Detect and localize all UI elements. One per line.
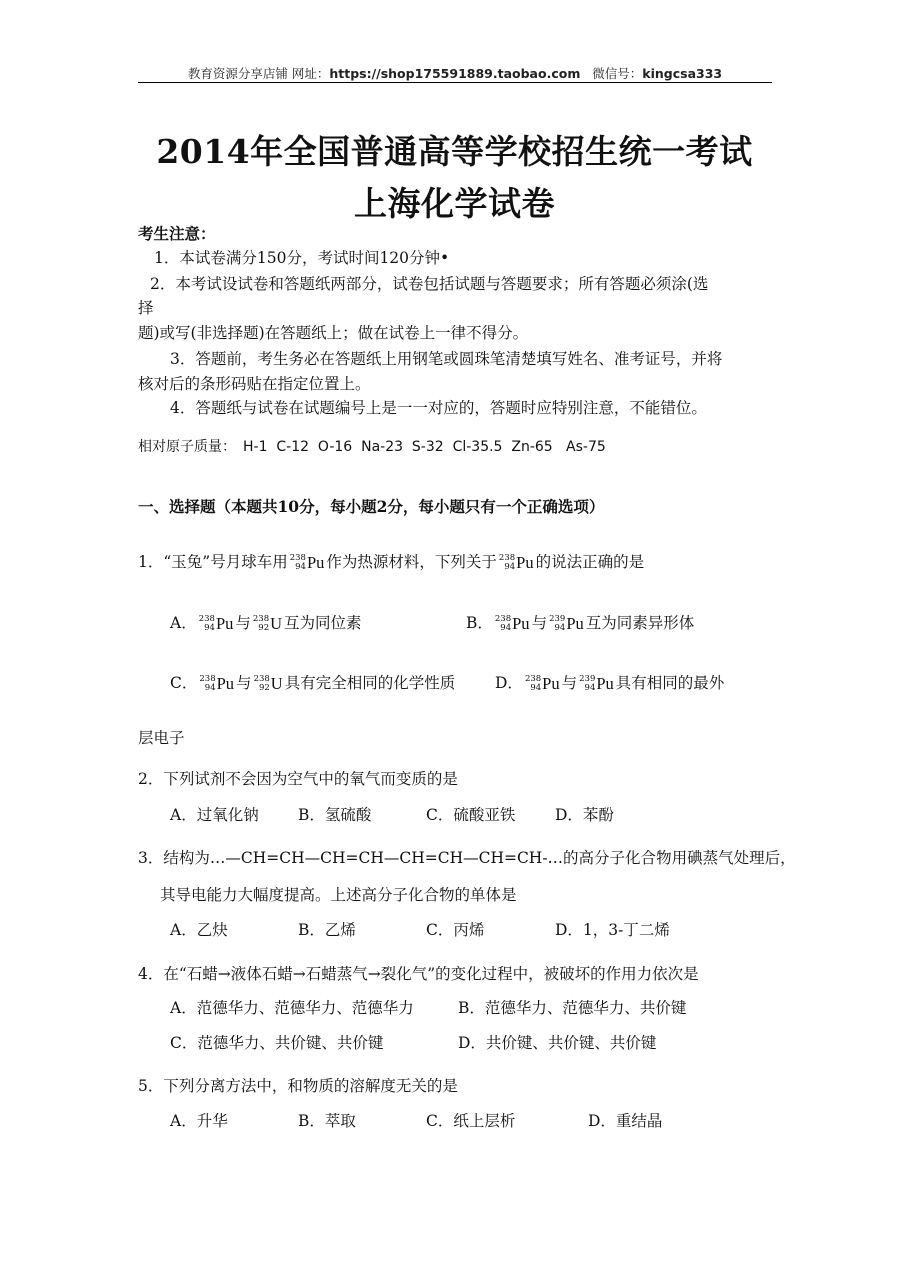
q1-stem-a: 1．“玉兔”号月球车用 <box>138 553 288 571</box>
nuclide-pu-238: 238 94 Pu <box>524 674 560 693</box>
nuclide-pu-238: 238 94 Pu <box>498 553 534 572</box>
nuclide-pu-238: 238 94 Pu <box>199 674 235 693</box>
wechat-label: 微信号： <box>592 66 643 81</box>
shop-text: 教育资源分享店铺 网址： <box>187 66 330 81</box>
q1-stem-c: 的说法正确的是 <box>535 553 645 571</box>
q3-stem-a: 3．结构为…—CH=CH—CH=CH—CH=CH—CH=CH-…的高分子化合物用碘蒸气处理后， <box>138 849 796 867</box>
q4-option-c[interactable]: C．范德华力、共价键、共价键 <box>170 1034 384 1052</box>
q1-stem <box>138 550 644 573</box>
page-header <box>138 64 772 82</box>
q4-option-a[interactable]: A．范德华力、范德华力、范德华力 <box>170 999 414 1017</box>
q3-stem-b: 其导电能力大幅度提高。上述高分子化合物的单体是 <box>160 886 517 904</box>
q2-option-b[interactable]: B．氢硫酸 <box>298 806 372 824</box>
q1-option-c[interactable]: C． 238 94 Pu 与 238 92 U 具有完全相同的化学性质 <box>170 674 456 693</box>
q1-option-b[interactable]: B． 238 94 Pu 与 239 94 Pu 互为同素异形体 <box>466 614 695 633</box>
nuclide-pu-238: 238 94 Pu <box>198 614 234 633</box>
notice-item-2a: 2．本考试设试卷和答题纸两部分，试卷包括试题与答题要求；所有答题必须涂(选 <box>150 275 709 293</box>
q1-option-d[interactable]: D． 238 94 Pu 与 239 94 Pu 具有相同的最外 <box>495 674 725 693</box>
notice-item-1: 1．本试卷满分150分，考试时间120分钟• <box>154 249 450 267</box>
notice-item-2c: 题)或写(非选择题)在答题纸上；做在试卷上一律不得分。 <box>138 324 529 342</box>
q4-option-d[interactable]: D．共价键、共价键、共价键 <box>458 1034 657 1052</box>
nuclide-pu-238: 238 94 Pu <box>289 553 325 572</box>
nuclide-pu-239: 239 94 Pu <box>549 614 584 633</box>
q5-option-c[interactable]: C．纸上层析 <box>426 1112 516 1130</box>
notice-item-2b: 择 <box>138 299 154 317</box>
q3-option-c[interactable]: C．丙烯 <box>426 921 485 939</box>
q1-stem-b: 作为热源材料，下列关于 <box>326 553 497 571</box>
q3-option-d[interactable]: D．1，3-丁二烯 <box>555 921 670 939</box>
title-line-2: 上海化学试卷 <box>354 184 555 223</box>
q5-option-b[interactable]: B．萃取 <box>298 1112 356 1130</box>
wechat-id: kingcsa333 <box>642 66 723 81</box>
q1-option-a[interactable]: A． 238 94 Pu 与 238 92 U 互为同位素 <box>170 614 362 633</box>
q2-stem: 2．下列试剂不会因为空气中的氧气而变质的是 <box>138 770 458 788</box>
section-1-heading: 一、选择题（本题共10分，每小题2分，每小题只有一个正确选项） <box>138 497 605 516</box>
q5-stem: 5．下列分离方法中，和物质的溶解度无关的是 <box>138 1077 458 1095</box>
notice-item-3a: 3．答题前，考生务必在答题纸上用钢笔或圆珠笔清楚填写姓名、准考证号，并将 <box>170 350 723 368</box>
notice-heading: 考生注意： <box>138 224 216 243</box>
nuclide-u-238: 238 92 U <box>253 674 283 693</box>
q1-option-d-wrap: 层电子 <box>138 729 185 747</box>
nuclide-pu-239: 239 94 Pu <box>579 674 614 693</box>
header-rule <box>138 82 772 83</box>
q2-option-c[interactable]: C．硫酸亚铁 <box>426 806 516 824</box>
notice-item-4: 4．答题纸与试卷在试题编号上是一一对应的，答题时应特别注意，不能错位。 <box>170 399 707 417</box>
q2-option-d[interactable]: D．苯酚 <box>555 806 614 824</box>
title-line-1: 2014年全国普通高等学校招生统一考试 <box>156 132 753 171</box>
nuclide-u-238: 238 92 U <box>252 614 283 633</box>
atomic-masses: 相对原子质量： H-1 C-12 O-16 Na-23 S-32 Cl-35.5 Zn-65 As-75 <box>138 439 606 455</box>
q3-option-b[interactable]: B．乙烯 <box>298 921 356 939</box>
q4-option-b[interactable]: B．范德华力、范德华力、共价键 <box>458 999 687 1017</box>
q4-stem: 4．在“石蜡→液体石蜡→石蜡蒸气→裂化气”的变化过程中，被破坏的作用力依次是 <box>138 965 699 983</box>
q5-option-d[interactable]: D．重结晶 <box>588 1112 663 1130</box>
q5-option-a[interactable]: A．升华 <box>170 1112 228 1130</box>
nuclide-pu-238: 238 94 Pu <box>494 614 530 633</box>
q2-option-a[interactable]: A．过氧化钠 <box>170 806 259 824</box>
q3-option-a[interactable]: A．乙炔 <box>170 921 228 939</box>
notice-item-3b: 核对后的条形码贴在指定位置上。 <box>138 375 371 393</box>
shop-url[interactable]: https://shop175591889.taobao.com <box>329 66 581 81</box>
